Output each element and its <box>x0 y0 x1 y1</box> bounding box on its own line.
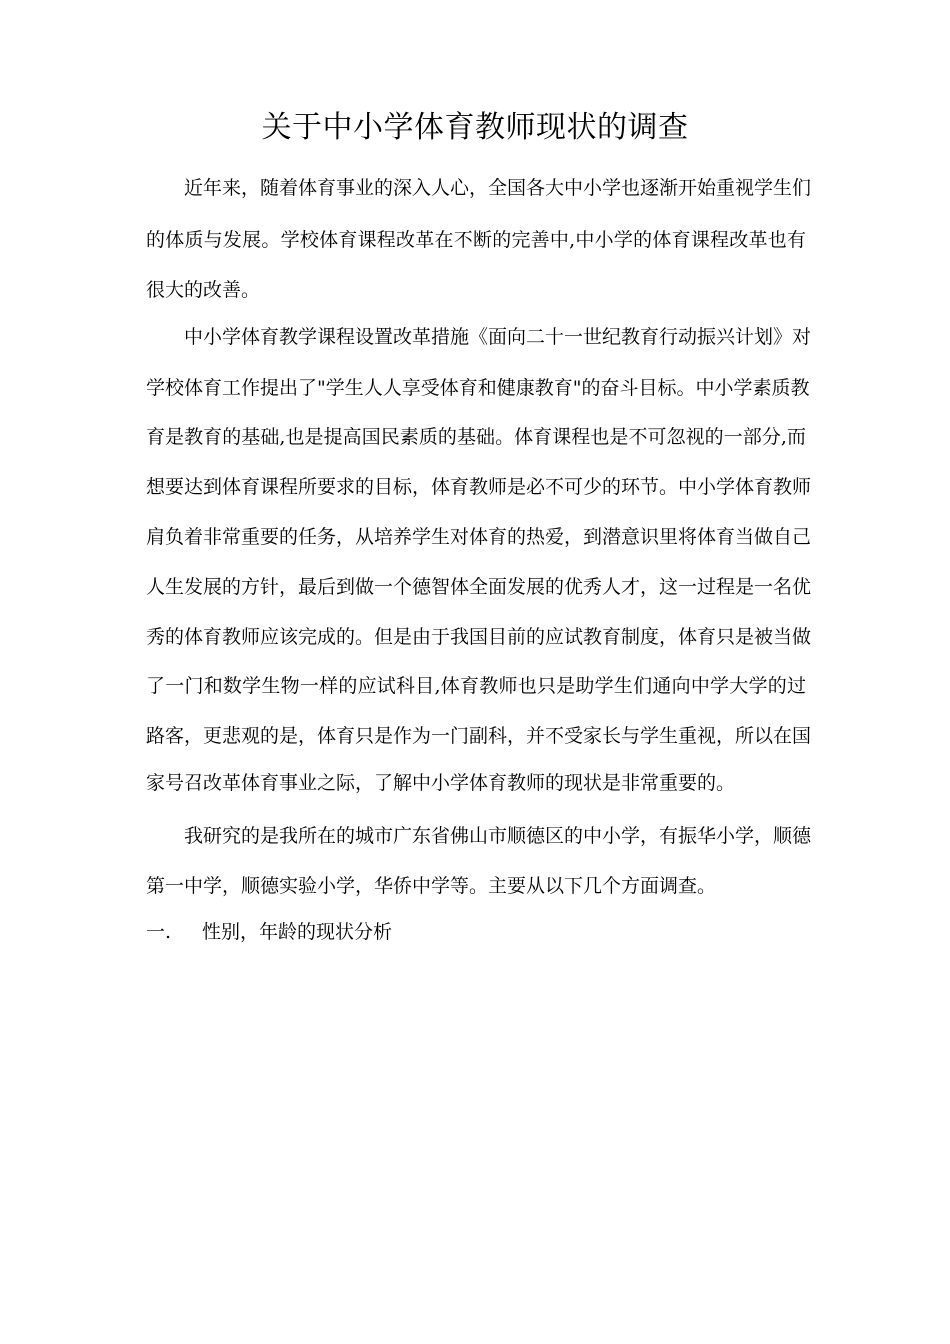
paragraph-line: 肩负着非常重要的任务，从培养学生对体育的热爱，到潜意识里将体育当做自己 <box>146 526 812 548</box>
section-title: 性别，年龄的现状分析 <box>202 921 393 943</box>
section-number: 一. <box>146 921 172 943</box>
paragraph-line: 了一门和数学生物一样的应试科目,体育教师也只是助学生们通向中学大学的过 <box>146 675 806 697</box>
paragraph-line: 第一中学，顺德实验小学，华侨中学等。主要从以下几个方面调查。 <box>146 875 717 897</box>
paragraph-line: 人生发展的方针，最后到做一个德智体全面发展的优秀人才，这一过程是一名优 <box>146 576 812 598</box>
paragraph-line: 我研究的是我所在的城市广东省佛山市顺德区的中小学，有振华小学，顺德 <box>184 825 812 847</box>
paragraph-line: 中小学体育教学课程设置改革措施《面向二十一世纪教育行动振兴计划》对 <box>184 326 812 348</box>
paragraph-line: 的体质与发展。学校体育课程改革在不断的完善中,中小学的体育课程改革也有 <box>146 229 806 251</box>
paragraph-line: 想要达到体育课程所要求的目标，体育教师是必不可少的环节。中小学体育教师 <box>146 476 812 498</box>
paragraph-line: 育是教育的基础,也是提高国民素质的基础。体育课程也是不可忽视的一部分,而 <box>146 426 806 448</box>
paragraph-line: 秀的体育教师应该完成的。但是由于我国目前的应试教育制度，体育只是被当做 <box>146 626 812 648</box>
paragraph-line: 近年来，随着体育事业的深入人心，全国各大中小学也逐渐开始重视学生们 <box>184 177 812 199</box>
document-title: 关于中小学体育教师现状的调查 <box>261 110 689 145</box>
paragraph-line: 很大的改善。 <box>146 279 261 301</box>
paragraph-line: 学校体育工作提出了"学生人人享受体育和健康教育"的奋斗目标。中小学素质教 <box>146 377 810 399</box>
paragraph-line: 路客，更悲观的是，体育只是作为一门副科，并不受家长与学生重视，所以在国 <box>146 725 812 747</box>
paragraph-line: 家号召改革体育事业之际，了解中小学体育教师的现状是非常重要的。 <box>146 772 736 794</box>
